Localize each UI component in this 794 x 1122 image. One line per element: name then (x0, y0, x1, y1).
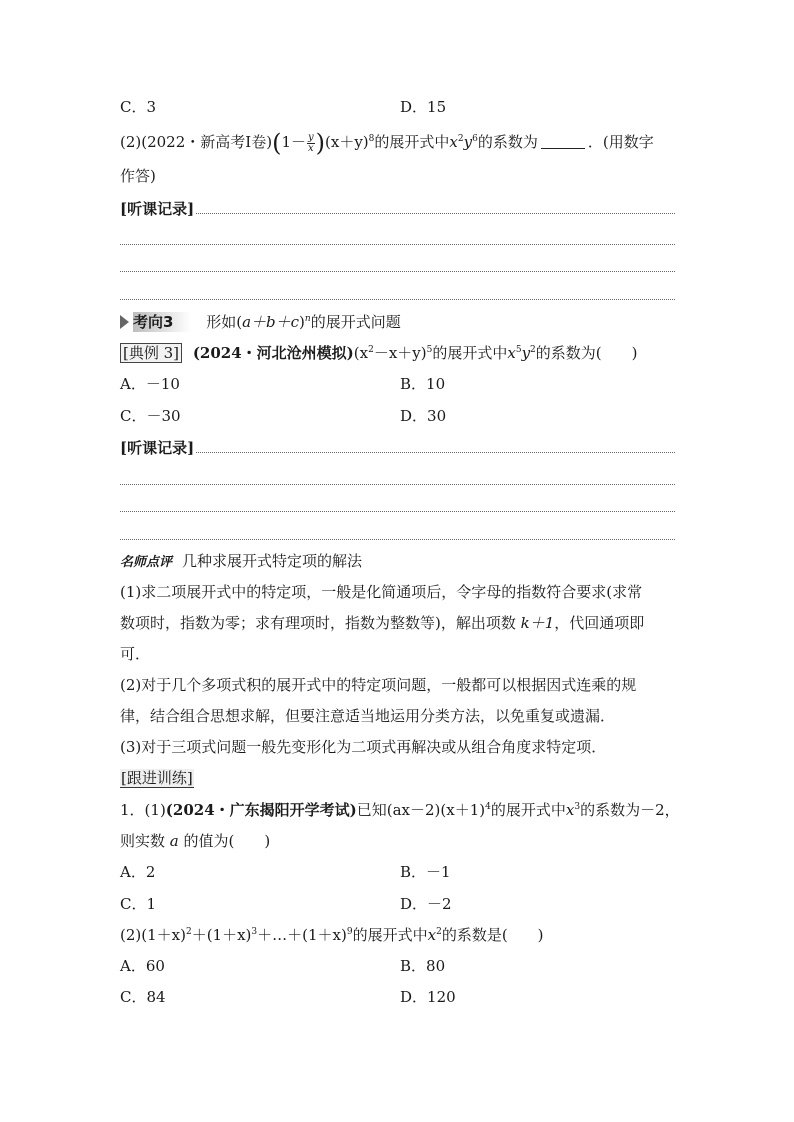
title-pre: 形如( (206, 313, 243, 331)
training-q2-option-a[interactable]: A．60 (120, 957, 165, 975)
title-power: n (304, 314, 311, 324)
q1-expr: 已知(ax－2)(x＋1) (356, 801, 486, 819)
term-x-3-power: 5 (515, 345, 522, 355)
p1-k-expr: k＋1 (520, 614, 555, 632)
training-q1-option-b[interactable]: B．－1 (400, 863, 451, 881)
fraction-numerator: y (307, 131, 314, 143)
review-p2-line2: 律，结合组合思想求解，但要注意适当地运用分类方法，以免重复或遗漏． (120, 707, 616, 725)
example-3-option-a[interactable]: A．－10 (120, 375, 180, 393)
q1-a: a (169, 832, 179, 850)
review-p3: (3)对于三项式问题一般先变形化为二项式再解决或从组合角度求特定项． (120, 738, 607, 756)
example-source: (2024・河北沧州模拟) (192, 344, 354, 362)
title-expr: a＋b＋c (242, 313, 300, 331)
text-tail: 的系数为 (477, 133, 538, 151)
question-2022-line2: 作答) (120, 167, 156, 185)
record-dotline-2 (120, 244, 675, 245)
term-y: y (463, 133, 473, 151)
record-dotline-3 (120, 271, 675, 272)
fraction-denominator: x (307, 142, 314, 154)
training-q1-option-d[interactable]: D．－2 (400, 895, 452, 913)
training-q2-option-b[interactable]: B．80 (400, 957, 446, 975)
training-q1-option-a[interactable]: A．2 (120, 863, 156, 881)
text-mid-3: 的展开式中 (432, 344, 508, 362)
p1-l2-end: ，代回通项即 (554, 614, 645, 632)
q2-x: x (427, 926, 437, 944)
example-3-question (120, 343, 638, 363)
q1-source: (2024・广东揭阳开学考试) (165, 801, 357, 819)
expr-a-power: 2 (368, 345, 374, 355)
q2-p2: 3 (251, 927, 258, 937)
q2-e2: ＋(1＋x) (191, 926, 252, 944)
expr-b: －x＋y) (373, 344, 427, 362)
option-d-prev: D．15 (400, 98, 447, 116)
training-q2-line (120, 925, 544, 945)
text-mid: 的展开式中 (374, 133, 450, 151)
text-tail-3: 的系数为( ) (535, 344, 638, 362)
record-label-2: [听课记录] (120, 439, 195, 457)
q2-e1: (2)(1＋x) (120, 926, 186, 944)
review-p1-line3: 可． (120, 645, 151, 663)
expr-b-power: 5 (426, 345, 433, 355)
review-heading (120, 551, 362, 573)
training-q1-option-c[interactable]: C．1 (120, 895, 157, 913)
example-3-option-c[interactable]: C．－30 (120, 407, 181, 425)
review-p2-line1: (2)对于几个多项式积的展开式中的特定项问题，一般都可以根据因式连乘的规 (120, 676, 637, 694)
training-q1-line2 (120, 831, 270, 851)
q2-p3: 9 (346, 927, 353, 937)
record-label-1: [听课记录] (120, 200, 195, 218)
expr-a: (x (353, 344, 369, 362)
term-y-3-power: 2 (530, 345, 536, 355)
kaoxiang-title (206, 313, 400, 331)
question-source: (2)(2022・新高考Ⅰ卷) (120, 133, 273, 151)
term-y-power: 6 (472, 134, 478, 144)
record-dotline-4 (120, 299, 675, 300)
term-x-power: 2 (457, 134, 464, 144)
q2-mid: 的展开式中 (352, 926, 428, 944)
review-title: 几种求展开式特定项的解法 (182, 552, 363, 570)
q2-tail: 的系数是( ) (441, 926, 544, 944)
q1-x-power: 3 (574, 802, 581, 812)
review-p1-line2 (120, 613, 644, 633)
example-tag: [典例 3] (120, 343, 182, 363)
record-dotline-5 (120, 452, 675, 453)
kaoxiang-label: 考向3 (133, 312, 191, 332)
fraction-y-over-x (307, 133, 315, 154)
training-q2-option-c[interactable]: C．84 (120, 988, 166, 1006)
term-y-3: y (521, 344, 531, 362)
q2-e3: ＋…＋(1＋x) (257, 926, 347, 944)
review-p1-line1: (1)求二项展开式中的特定项，一般是化简通项后，令字母的指数符合要求(求常 (120, 583, 643, 601)
question-2022-line1 (120, 129, 654, 157)
answer-blank[interactable] (541, 134, 585, 149)
q1-mid: 的展开式中 (490, 801, 566, 819)
q1-l2-pre: 则实数 (120, 832, 166, 850)
text-end: ．(用数字 (587, 133, 654, 151)
q1-l2-post: 的值为( ) (183, 832, 271, 850)
title-mid: ) (299, 313, 305, 331)
training-q2-option-d[interactable]: D．120 (400, 988, 456, 1006)
training-q1-line1 (120, 800, 680, 820)
review-label: 名师点评 (120, 555, 173, 570)
example-3-option-d[interactable]: D．30 (400, 407, 447, 425)
option-c-prev: C．3 (120, 98, 157, 116)
q1-x: x (565, 801, 575, 819)
record-dotline-6 (120, 484, 675, 485)
q2-p1: 2 (185, 927, 192, 937)
title-post: 的展开式问题 (310, 313, 401, 331)
arrow-icon (120, 315, 129, 329)
q1-tail: 的系数为－2， (580, 801, 680, 819)
term-x: x (449, 133, 458, 151)
term-x-3: x (507, 344, 516, 362)
one-minus: 1－ (281, 133, 306, 151)
q1-power: 4 (485, 802, 491, 812)
binomial-power: 8 (368, 134, 375, 144)
record-dotline-1 (120, 213, 675, 214)
q2-x-power: 2 (436, 927, 442, 937)
training-tag (120, 768, 194, 788)
training-tag-text: [跟进训练] (121, 769, 193, 787)
p1-l2-text: 数项时，指数为零；求有理项时，指数为整数等)，解出项数 (120, 614, 516, 632)
record-dotline-8 (120, 539, 675, 540)
binomial-base: (x＋y) (325, 133, 369, 151)
q1-prefix: 1．(1) (120, 801, 166, 819)
paren-open: ( (272, 129, 282, 157)
paren-close: ) (315, 129, 326, 157)
record-dotline-7 (120, 511, 675, 512)
example-3-option-b[interactable]: B．10 (400, 375, 446, 393)
section-heading-kaoxiang3 (120, 312, 401, 332)
